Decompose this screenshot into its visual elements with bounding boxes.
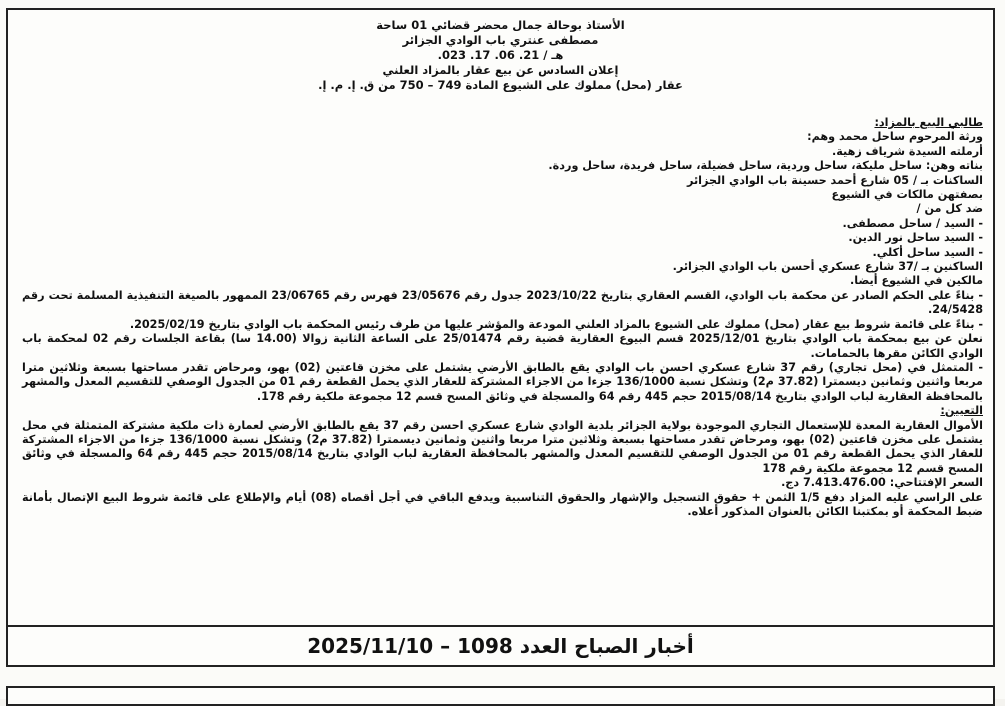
auction-notice bbox=[6, 8, 995, 627]
bailiff-address: مصطفى عنتري باب الوادي الجزائر bbox=[402, 33, 599, 47]
notice-line: الساكنين بـ /37 شارع عسكري أحسن باب الوادي الجزائر. bbox=[672, 260, 983, 274]
notice-line: نعلن عن بيع بمحكمة باب الوادي بتاريخ 2025/12/01 قسم البيوع العقارية قضية رقم 25/01474 على الساعة الثانية زوالا (14.00 سا) بقاعة الجلسات رقم 02 لمحكمة باب الوادي الكائن مقرها بالحمامات. bbox=[22, 332, 983, 360]
notice-line: التعيين: bbox=[940, 404, 983, 418]
notice-line: أرملته السيدة شرياف زهية. bbox=[831, 144, 983, 158]
newspaper-footer bbox=[6, 627, 995, 667]
notice-line: السعر الإفتتاحي: 7.413.476.00 دج. bbox=[781, 476, 983, 490]
notice-line: على الراسي عليه المزاد دفع 1/5 الثمن + حقوق التسجيل والإشهار والحقوق التناسبية ويدفع الباقي في أجل أقصاه (08) أيام والإطلاع على قائمة شروط البيع الإتصال بأمانة ضبط المحكمة أو بمكتبنا الكائن بالعنوان المذكور أعلاه. bbox=[22, 490, 983, 518]
notice-line: بناته وهن: ساحل مليكة، ساحل وردية، ساحل فضيلة، ساحل فريدة، ساحل وردة. bbox=[548, 159, 983, 173]
bailiff-name: الأستاذ بوحالة جمال محضر قضائي 01 ساحة bbox=[376, 18, 625, 32]
notice-line: مالكين في الشيوع أيضا. bbox=[850, 274, 983, 288]
notice-line: بصفتهن مالكات في الشيوع bbox=[831, 188, 983, 202]
bailiff-phone: هـ / 21. 06. 17. 023. bbox=[437, 48, 564, 62]
notice-body bbox=[22, 116, 983, 519]
notice-line: ورثة المرحوم ساحل محمد وهم: bbox=[807, 130, 983, 144]
issue-info: أخبار الصباح العدد 1098 – 2025/11/10 bbox=[307, 634, 694, 658]
notice-header bbox=[8, 18, 993, 93]
notice-line: - السيد / ساحل مصطفى. bbox=[842, 216, 983, 230]
notice-line: - السيد ساحل نور الدين. bbox=[848, 231, 983, 245]
next-notice-edge bbox=[6, 686, 995, 706]
notice-subtitle: عقار (محل) مملوك على الشيوع المادة 749 – 750 من ق. إ. م. إ. bbox=[318, 78, 683, 92]
notice-line: الأموال العقارية المعدة للإستعمال التجاري الموجودة بولاية الجزائر بلدية الوادي شارع عسكري احسن رقم 37 يقع بالطابق الأرضي لعمارة ذات ملكية مشتركة المتمثلة في محل يشتمل على مخزن قاعتين (02) بهو، ومرحاض تقدر مساحتها بسبعة وثلاثين مترا مربعا واثنين وثمانين ديسمترا (37.82 م2) وتشكل نسبة 136/1000 جزءا من الاجزاء المشتركة للعقار الذي يحمل القطعة رقم 01 من الجدول الوصفي للتقسيم المعدل والمشهر بالمحافظة العقارية لباب الوادي بتاريخ 2015/08/14 حجم 445 رقم 64 والمسجلة في وثائق المسح قسم 12 مجموعة ملكية رقم 178 bbox=[22, 418, 983, 475]
notice-line: - السيد ساحل أكلي. bbox=[872, 245, 983, 259]
notice-line: - المتمثل في (محل تجاري) رقم 37 شارع عسكري احسن باب الوادي يقع بالطابق الأرضي يشتمل على مخزن قاعتين (02) بهو، ومرحاض تقدر مساحتها بسبعة وثلاثين مترا مربعا واثنين وثمانين ديسمترا (37.82 م2) وتشكل نسبة 136/1000 جزءا من الاجزاء المشتركة للعقار الذي يحمل القطعة رقم 01 من الجدول الوصفي للتقسيم المعدل والمشهر بالمحافظة العقارية لباب الوادي بتاريخ 2015/08/14 حجم 445 رقم 64 والمسجلة في وثائق المسح قسم 12 مجموعة ملكية رقم 178. bbox=[22, 360, 983, 403]
notice-line: ضد كل من / bbox=[916, 202, 983, 216]
notice-line: - بناءً على قائمة شروط بيع عقار (محل) مملوك على الشيوع بالمزاد العلني المودعة والمؤشر عليها من طرف رئيس المحكمة باب الوادي بتاريخ 2025/02/19. bbox=[129, 317, 983, 331]
notice-line: طالبي البيع بالمزاد: bbox=[874, 116, 983, 129]
notice-line: - بناءً على الحكم الصادر عن محكمة باب الوادي، القسم العقاري بتاريخ 2023/10/22 جدول رقم 23/05676 فهرس رقم 23/06765 الممهور بالصيغة التنفيذية المسلمة تحت رقم 24/5428. bbox=[22, 288, 983, 317]
notice-title: إعلان السادس عن بيع عقار بالمزاد العلني bbox=[382, 63, 619, 77]
notice-line: الساكنات بـ / 05 شارع أحمد حسينة باب الوادي الجزائر bbox=[687, 173, 983, 187]
